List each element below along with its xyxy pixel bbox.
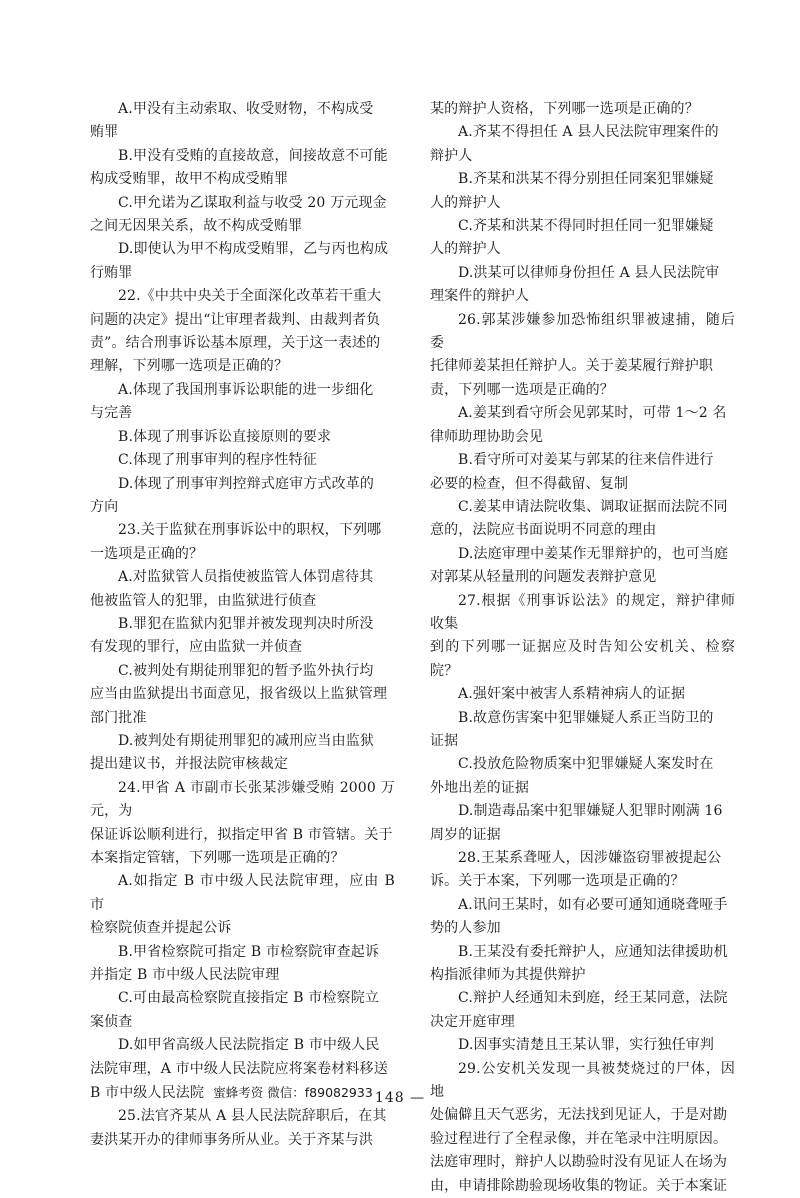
q22-option-d: D.体现了刑事审判控辩式庭审方式改革的: [118, 475, 375, 492]
q24-stem-cont: 保证诉讼顺利进行，拟指定甲省 B 市管辖。关于: [90, 826, 393, 843]
q24-option-d: D.如甲省高级人民法院指定 B 市中级人民: [118, 1037, 380, 1054]
q23-option-a: A.对监狱管人员指使被监管人体罚虐待其: [118, 569, 374, 586]
q24-option-c-cont: 案侦查: [90, 1013, 133, 1030]
q23-option-d-cont: 提出建议书，并报法院审核裁定: [90, 756, 289, 773]
q28-stem: 28.王某系聋哑人，因涉嫌盗窃罪被提起公: [458, 850, 722, 866]
q22-stem-cont: 责”。结合刑事诉讼基本原理，关于这一表述的: [90, 335, 381, 352]
q24-option-d-tail: B 市中级人民法院: [90, 1085, 205, 1102]
q22-option-b: B.体现了刑事诉讼直接原则的要求: [118, 428, 332, 445]
q27-option-b: B.故意伤害案中犯罪嫌疑人系正当防卫的: [458, 709, 714, 726]
q27-option-c-cont: 外地出差的证据: [430, 779, 530, 796]
q28-option-a-cont: 势的人参加: [430, 920, 501, 937]
q22-option-a-cont: 与完善: [90, 405, 133, 422]
q28-option-c-cont: 决定开庭审理: [430, 1013, 515, 1030]
right-column: [430, 98, 735, 1198]
page-number: 148: [374, 1090, 405, 1106]
q26-stem-cont: 责，下列哪一选项是正确的？: [430, 381, 614, 398]
q21-option-b-cont: 构成受贿罪，故甲不构成受贿罪: [90, 171, 289, 188]
q23-option-d: D.被判处有期徒刑罪犯的减刑应当由监狱: [118, 732, 375, 749]
q25-stem-cont: 某的辩护人资格，下列哪一选项是正确的？: [430, 101, 699, 117]
q23-option-b-cont: 有发现的罪行，应由监狱一并侦查: [90, 639, 303, 656]
q22-option-d-cont: 方向: [90, 498, 119, 515]
q29-stem: 29.公安机关发现一具被焚烧过的尸体，因地: [430, 1060, 735, 1101]
q21-option-a: A.甲没有主动索取、收受财物，不构成受: [118, 101, 374, 117]
q28-option-b-cont: 构指派律师为其提供辩护: [430, 967, 586, 984]
q23-option-c-cont: 应当由监狱提出书面意见，报省级以上监狱管理: [90, 686, 388, 703]
q24-stem: 24.甲省 A 市副市长张某涉嫌受贿 2000 万元，为: [90, 779, 395, 820]
q23-option-c-cont: 部门批准: [90, 709, 147, 726]
q26-option-c-cont: 意的，法院应书面说明不同意的理由: [430, 522, 657, 539]
q25-option-b-cont: 人的辩护人: [430, 194, 501, 211]
q25-option-a: A.齐某不得担任 A 县人民法院审理案件的: [458, 124, 719, 141]
q21-option-c: C.甲允诺为乙谋取利益与收受 20 万元现金: [118, 194, 387, 211]
q26-option-a: A.姜某到看守所会见郭某时，可带 1～2 名: [458, 405, 727, 422]
q28-option-c: C.辩护人经通知未到庭，经王某同意，法院: [458, 990, 728, 1007]
q25-option-d-cont: 理案件的辩护人: [430, 288, 530, 305]
q25-option-c-cont: 人的辩护人: [430, 241, 501, 258]
q29-stem-cont: 由，申请排除勘验现场收集的物证。关于本案证: [430, 1177, 728, 1194]
q29-stem-cont: 法庭审理时，辩护人以勘验时没有见证人在场为: [430, 1154, 728, 1171]
q28-option-b: B.王某没有委托辩护人，应通知法律援助机: [458, 943, 728, 960]
q27-stem-cont: 到的下列哪一证据应及时告知公安机关、检察院？: [430, 639, 735, 679]
q21-option-d-cont: 行贿罪: [90, 264, 133, 281]
q29-stem-cont: 处偏僻且天气恶劣，无法找到见证人，于是对勘: [430, 1107, 728, 1124]
q25-stem-cont: 妻洪某开办的律师事务所从业。关于齐某与洪: [90, 1131, 373, 1148]
q22-stem-cont: 理解，下列哪一选项是正确的？: [90, 358, 289, 375]
q28-stem-cont: 诉。关于本案，下列哪一选项是正确的？: [430, 873, 685, 890]
q28-option-d: D.因事实清楚且王某认罪，实行独任审判: [458, 1037, 715, 1054]
q27-option-c: C.投放危险物质案中犯罪嫌疑人案发时在: [458, 756, 714, 773]
page-footer: [0, 1090, 800, 1106]
q23-option-a-cont: 他被监管人的犯罪，由监狱进行侦查: [90, 592, 317, 609]
q24-option-d-cont: 法院审理，A 市中级人民法院应将案卷材料移送: [90, 1060, 388, 1077]
q27-option-a: A.强奸案中被害人系精神病人的证据: [458, 686, 686, 703]
q21-option-d: D.即使认为甲不构成受贿罪，乙与丙也构成: [118, 241, 389, 258]
q24-option-a: A.如指定 B 市中级人民法院审理，应由 B 市: [90, 873, 395, 913]
q26-option-a-cont: 律师助理协助会见: [430, 428, 544, 445]
left-column: [90, 98, 395, 1152]
q23-option-b: B.罪犯在监狱内犯罪并被发现判决时所没: [118, 615, 374, 632]
q27-option-d: D.制造毒品案中犯罪嫌疑人犯罪时刚满 16: [458, 803, 723, 820]
q22-stem: 22.《中共中央关于全面深化改革若干重大: [118, 288, 382, 305]
q24-stem-cont: 本案指定管辖，下列哪一选项是正确的？: [90, 850, 345, 866]
q23-stem-cont: 一选项是正确的？: [90, 545, 204, 562]
q22-option-c: C.体现了刑事审判的程序性特征: [118, 452, 317, 469]
q29-stem-cont: 验过程进行了全程录像，并在笔录中注明原因。: [430, 1130, 728, 1147]
q22-option-a: A.体现了我国刑事诉讼职能的进一步细化: [118, 381, 374, 398]
q21-option-a-cont: 贿罪: [90, 124, 119, 141]
q23-stem: 23.关于监狱在刑事诉讼中的职权，下列哪: [118, 522, 382, 539]
q26-option-d-cont: 对郭某从轻量刑的问题发表辩护意见: [430, 569, 657, 586]
q24-option-c: C.可由最高检察院直接指定 B 市检察院立: [118, 990, 380, 1007]
footer-dash: —: [410, 1090, 426, 1106]
q25-option-d: D.洪某可以律师身份担任 A 县人民法院审: [458, 264, 720, 281]
q25-stem: 25.法官齐某从 A 县人民法院辞职后，在其: [118, 1108, 387, 1125]
q27-stem: 27.根据《刑事诉讼法》的规定，辩护律师收集: [430, 592, 735, 632]
q27-option-d-cont: 周岁的证据: [430, 826, 501, 843]
q27-option-b-cont: 证据: [430, 732, 459, 749]
q26-stem-cont: 托律师姜某担任辩护人。关于姜某履行辩护职: [430, 358, 713, 375]
q23-option-c: C.被判处有期徒刑罪犯的暂予监外执行均: [118, 662, 374, 679]
q24-option-a-cont: 检察院侦查并提起公诉: [90, 920, 232, 937]
q22-stem-cont: 问题的决定》提出“让审理者裁判、由裁判者负: [90, 311, 381, 328]
q26-stem: 26.郭某涉嫌参加恐怖组织罪被逮捕，随后委: [430, 311, 735, 352]
q25-option-c: C.齐某和洪某不得同时担任同一犯罪嫌疑: [458, 218, 714, 235]
q26-option-c: C.姜某申请法院收集、调取证据而法院不同: [458, 498, 728, 515]
watermark-text: 蜜蜂考资 微信：f89082933: [213, 1085, 373, 1101]
q28-option-a: A.讯问王某时，如有必要可通知通晓聋哑手: [458, 896, 728, 913]
q21-option-c-cont: 之间无因果关系，故不构成受贿罪: [90, 218, 303, 235]
q26-option-b-cont: 必要的检查，但不得截留、复制: [430, 475, 629, 492]
q25-option-b: B.齐某和洪某不得分别担任同案犯罪嫌疑: [458, 171, 714, 188]
q21-option-b: B.甲没有受贿的直接故意，间接故意不可能: [118, 147, 388, 164]
q24-option-b: B.甲省检察院可指定 B 市检察院审查起诉: [118, 943, 380, 960]
q26-option-d: D.法庭审理中姜某作无罪辩护的，也可当庭: [458, 545, 729, 562]
q24-option-b-cont: 并指定 B 市中级人民法院审理: [90, 967, 280, 984]
q25-option-a-cont: 辩护人: [430, 147, 473, 164]
q26-option-b: B.看守所可对姜某与郭某的往来信件进行: [458, 452, 714, 469]
